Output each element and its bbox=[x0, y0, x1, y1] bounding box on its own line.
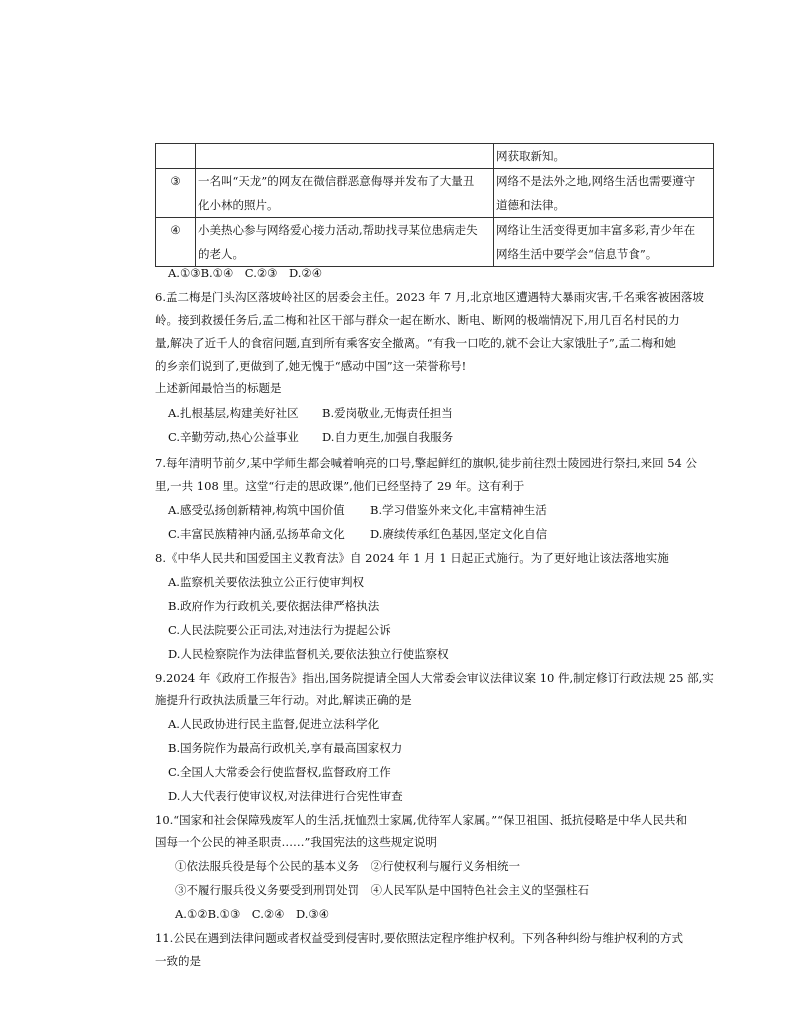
row-number bbox=[156, 144, 196, 169]
q6-stem-line: 量,解决了近千人的食宿问题,直到所有乘客安全撤离。“有我一口吃的,就不会让大家饿肚子”,孟二梅和她 bbox=[155, 336, 676, 350]
q10-statements: ③不履行服兵役义务要受到刑罚处罚 ④人民军队是中国特色社会主义的坚强柱石 bbox=[175, 883, 589, 897]
table-row bbox=[156, 169, 714, 218]
q10-options: A.①②B.①③ C.②④ D.③④ bbox=[175, 907, 330, 921]
q7-stem-line: 7.每年清明节前夕,某中学师生都会喊着响亮的口号,擎起鲜红的旗帜,徒步前往烈士陵园进行祭扫,来回 54 公 bbox=[155, 456, 698, 470]
q11-stem-line: 一致的是 bbox=[155, 954, 201, 968]
q10-statements: ①依法服兵役是每个公民的基本义务 ②行使权利与履行义务相统一 bbox=[175, 859, 520, 873]
q9-option: B.国务院作为最高行政机关,享有最高国家权力 bbox=[168, 741, 403, 755]
q9-option: D.人大代表行使审议权,对法律进行合宪性审查 bbox=[168, 789, 403, 803]
view-cell bbox=[494, 144, 714, 169]
q7-option-d: D.赓续传承红色基因,坚定文化自信 bbox=[370, 527, 548, 541]
q10-stem-line: 10.“国家和社会保障残废军人的生活,抚恤烈士家属,优待军人家属。”“保卫祖国、抵抗侵略是中华人民共和 bbox=[155, 813, 687, 827]
q9-stem-line: 9.2024 年《政府工作报告》指出,国务院提请全国人大常委会审议法律议案 10 件,制定修订行政法规 25 部,实 bbox=[155, 671, 714, 685]
q6-stem-line: 6.孟二梅是门头沟区落坡岭社区的居委会主任。2023 年 7 月,北京地区遭遇特大暴雨灾害,千名乘客被困落坡 bbox=[155, 290, 704, 304]
event-text: 化小林的照片。 bbox=[198, 198, 279, 212]
view-text: 网络让生活变得更加丰富多彩,青少年在 bbox=[496, 223, 696, 237]
q6-option-d: D.自力更生,加强自我服务 bbox=[322, 430, 454, 444]
event-text: 小美热心参与网络爱心接力活动,帮助找寻某位患病走失 bbox=[198, 223, 478, 237]
view-cell bbox=[494, 218, 714, 267]
view-text: 网获取新知。 bbox=[496, 149, 565, 163]
event-text: 一名叫“天龙”的网友在微信群恶意侮辱并发布了大量丑 bbox=[198, 174, 475, 188]
q5-options: A.①③B.①④ C.②③ D.②④ bbox=[168, 266, 323, 280]
view-cell bbox=[494, 169, 714, 218]
view-text: 网络不是法外之地,网络生活也需要遵守 bbox=[496, 174, 696, 188]
q8-option: B.政府作为行政机关,要依据法律严格执法 bbox=[168, 599, 380, 613]
table-row bbox=[156, 144, 714, 169]
q8-option: C.人民法院要公正司法,对违法行为提起公诉 bbox=[168, 623, 391, 637]
q9-stem-line: 施提升行政执法质量三年行动。对此,解读正确的是 bbox=[155, 693, 412, 707]
q8-option: A.监察机关要依法独立公正行使审判权 bbox=[168, 575, 364, 589]
q7-stem-line: 里,一共 108 里。这堂“行走的思政课”,他们已经坚持了 29 年。这有利于 bbox=[155, 479, 525, 493]
event-text: 的老人。 bbox=[198, 247, 244, 261]
row-number: ④ bbox=[156, 218, 196, 267]
q7-option-b: B.学习借鉴外来文化,丰富精神生活 bbox=[370, 503, 547, 517]
case-table bbox=[155, 143, 714, 267]
view-text: 网络生活中要学会“信息节食”。 bbox=[496, 247, 658, 261]
view-text: 道德和法律。 bbox=[496, 198, 565, 212]
q10-stem-line: 国每一个公民的神圣职责……”我国宪法的这些规定说明 bbox=[155, 835, 437, 849]
q8-stem-line: 8.《中华人民共和国爱国主义教育法》自 2024 年 1 月 1 日起正式施行。为了更好地让该法落地实施 bbox=[155, 551, 669, 565]
q6-prompt: 上述新闻最恰当的标题是 bbox=[155, 381, 282, 395]
q9-option: A.人民政协进行民主监督,促进立法科学化 bbox=[168, 717, 380, 731]
q8-option: D.人民检察院作为法律监督机关,要依法独立行使监察权 bbox=[168, 647, 449, 661]
q11-stem-line: 11.公民在遇到法律问题或者权益受到侵害时,要依照法定程序维护权利。下列各种纠纷与维护权利的方式 bbox=[155, 931, 683, 945]
q7-option-c: C.丰富民族精神内涵,弘扬革命文化 bbox=[168, 527, 345, 541]
q6-option-c: C.辛勤劳动,热心公益事业 bbox=[168, 430, 299, 444]
q6-stem-line: 的乡亲们说到了,更做到了,她无愧于“感动中国”这一荣誉称号! bbox=[155, 359, 467, 373]
event-cell bbox=[196, 218, 494, 267]
q9-option: C.全国人大常委会行使监督权,监督政府工作 bbox=[168, 765, 391, 779]
q6-stem-line: 岭。接到救援任务后,孟二梅和社区干部与群众一起在断水、断电、断网的极端情况下,用几百名村民的力 bbox=[155, 313, 680, 327]
q6-option-b: B.爱岗敬业,无悔责任担当 bbox=[322, 406, 453, 420]
q6-option-a: A.扎根基层,构建美好社区 bbox=[168, 406, 299, 420]
event-cell bbox=[196, 169, 494, 218]
row-number: ③ bbox=[156, 169, 196, 218]
event-cell bbox=[196, 144, 494, 169]
q7-option-a: A.感受弘扬创新精神,构筑中国价值 bbox=[168, 503, 345, 517]
table-row bbox=[156, 218, 714, 267]
